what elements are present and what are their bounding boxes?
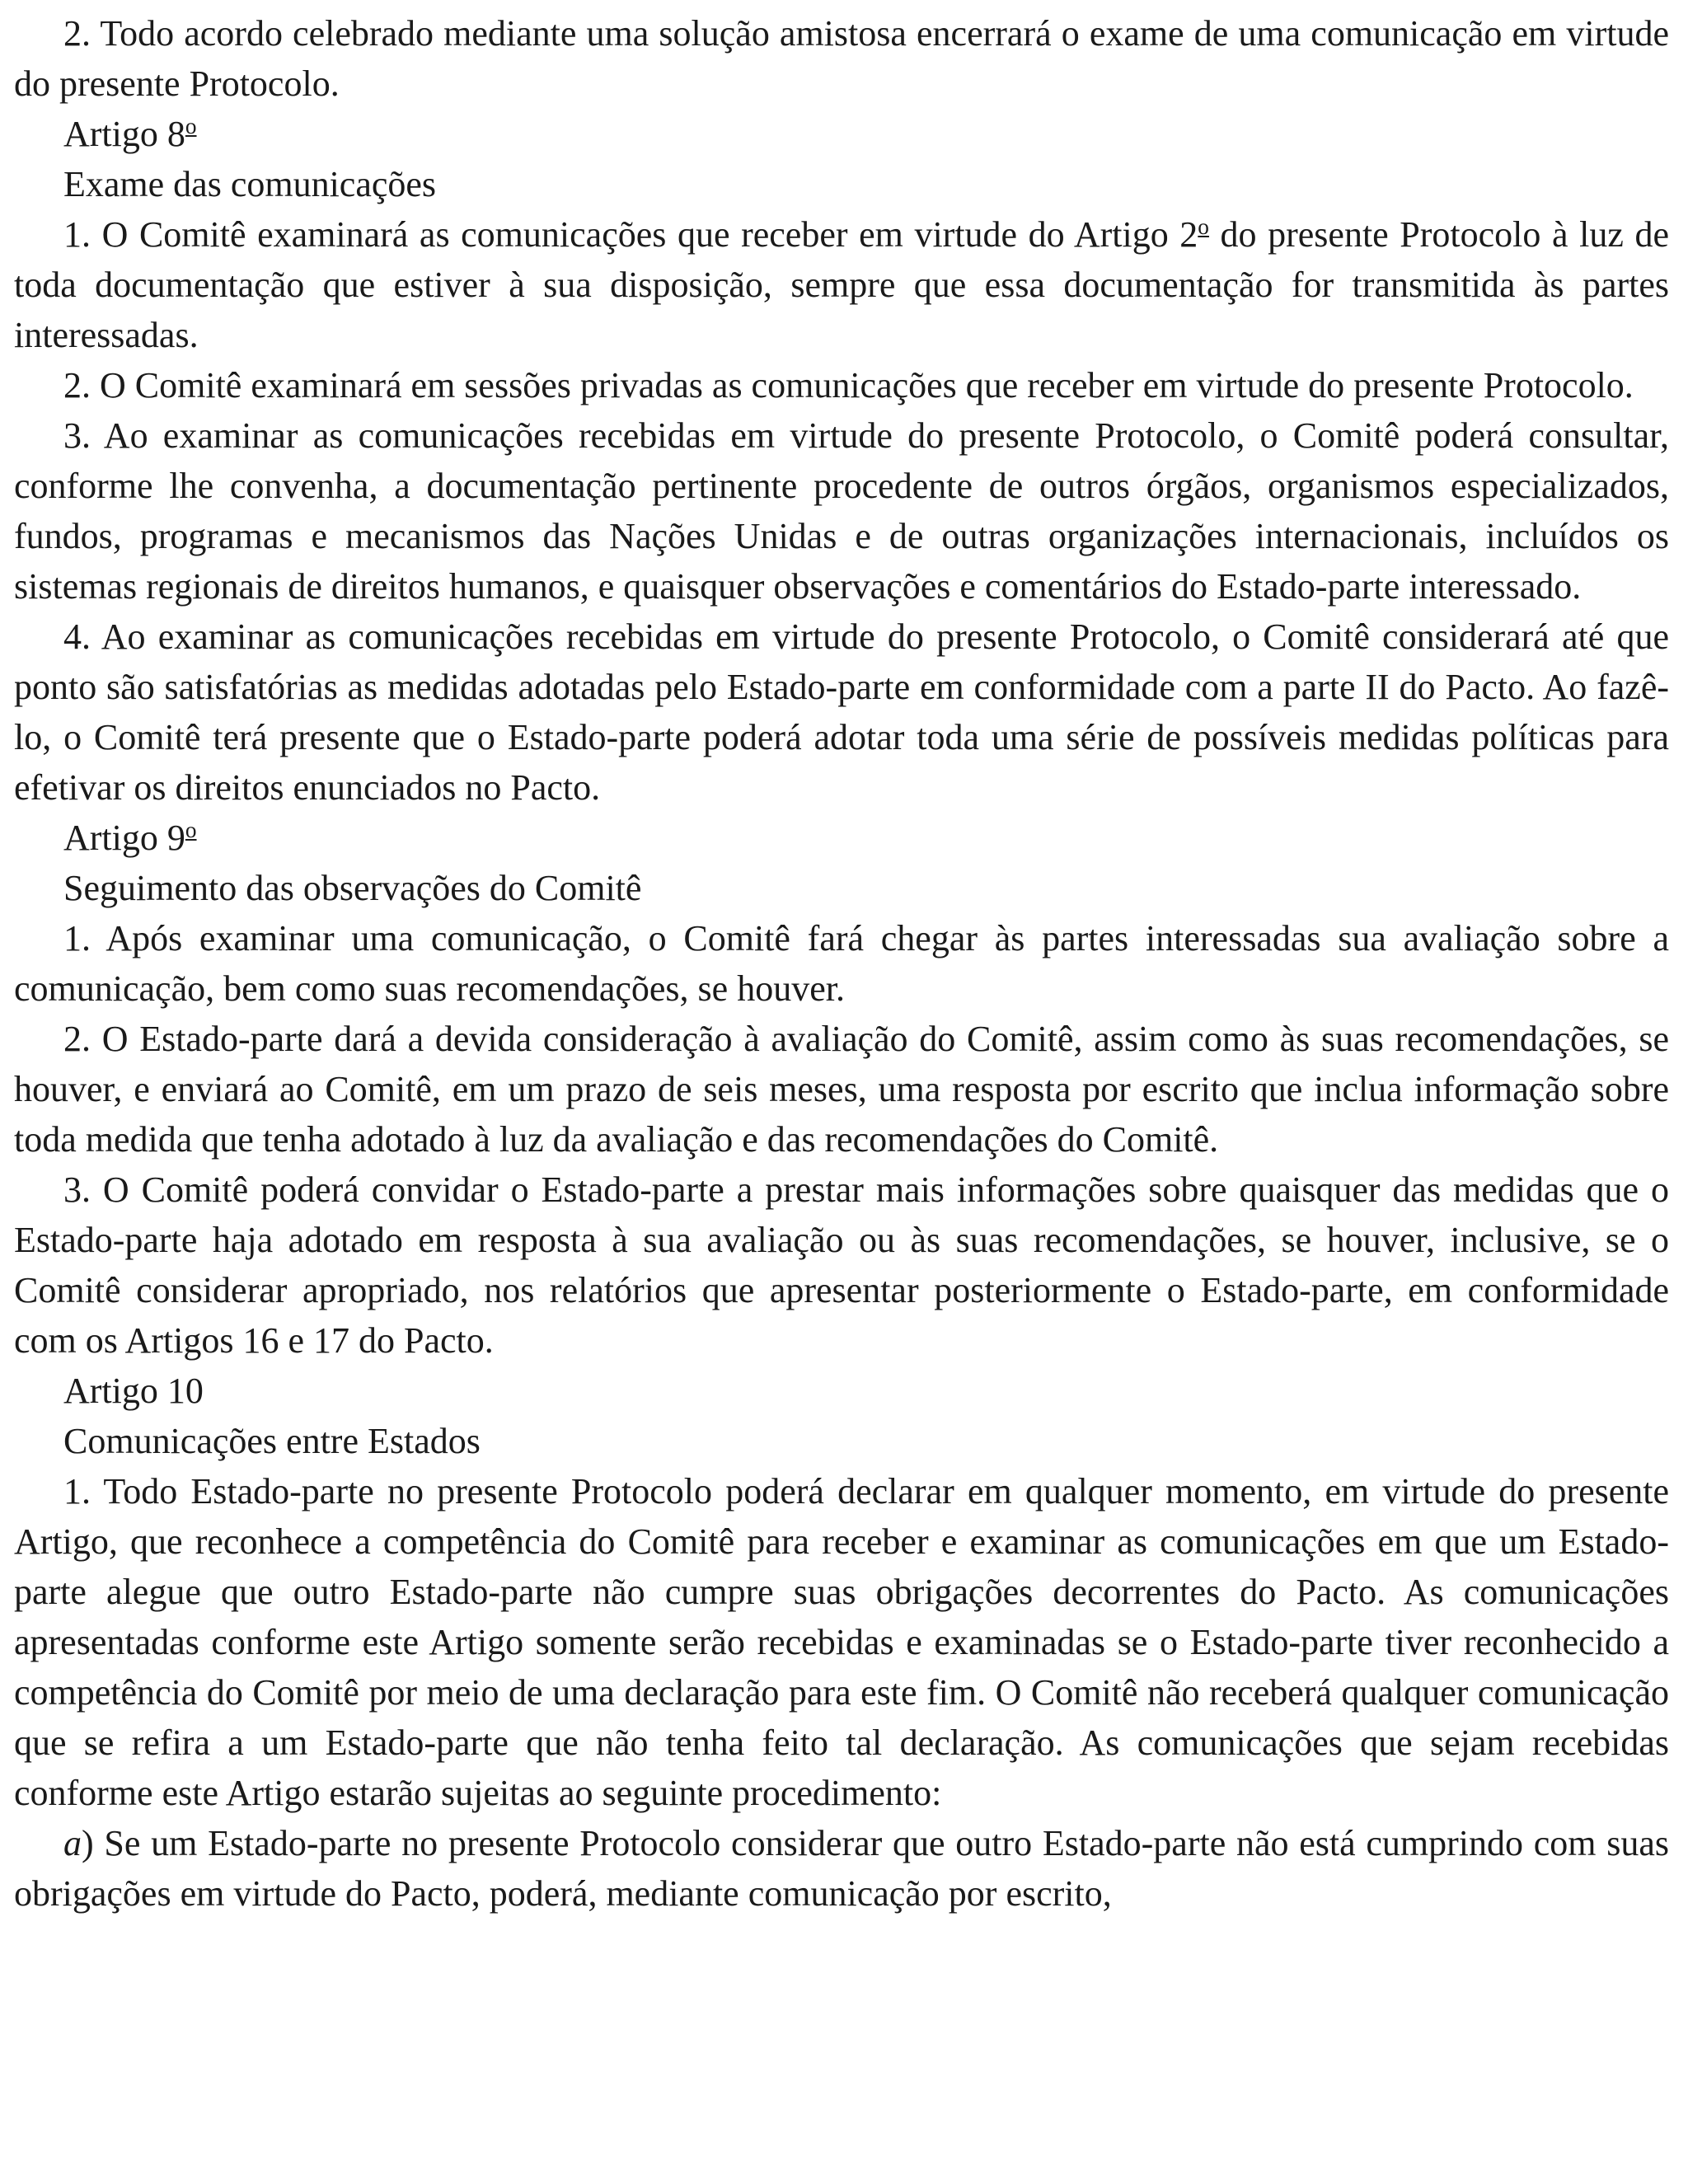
document-page	[14, 8, 1669, 1919]
paragraph-9-3: 3. O Comitê poderá convidar o Estado-parte a prestar mais informações sobre quaisquer das medidas que o Estado-parte haja adotado em resposta à sua avaliação ou às suas recomendações, se houver, inclusive, se o Comitê considerar apropriado, nos relatórios que apresentar posteriormente o Estado-parte, em conformidade com os Artigos 16 e 17 do Pacto.	[14, 1169, 1669, 1361]
paragraph-9-1: 1. Após examinar uma comunicação, o Comitê fará chegar às partes interessadas sua avaliação sobre a comunicação, bem como suas recomendações, se houver.	[14, 918, 1669, 1009]
article-10-title: Artigo 10	[63, 1371, 204, 1411]
ordinal-indicator: o	[185, 114, 197, 138]
item-label-a: a	[63, 1823, 82, 1863]
ordinal-indicator: o	[185, 818, 197, 842]
paragraph-10-1-a	[14, 1818, 1669, 1919]
paragraph-9-2: 2. O Estado-parte dará a devida consideração à avaliação do Comitê, assim como às suas recomendações, se houver, e enviará ao Comitê, em um prazo de seis meses, uma resposta por escrito que inclua informação sobre toda medida que tenha adotado à luz da avaliação e das recomendações do Comitê.	[14, 1019, 1669, 1160]
paragraph-8-1-end: do presente Protocolo à luz de toda documentação que estiver à sua disposição, sempre que essa documentação for transmitida às partes interessadas.	[14, 214, 1669, 355]
article-9-subtitle: Seguimento das observações do Comitê	[63, 868, 642, 908]
item-a-text: ) Se um Estado-parte no presente Protocolo considerar que outro Estado-parte não está cumprindo com suas obrigações em virtude do Pacto, poderá, mediante comunicação por escrito,	[14, 1823, 1669, 1914]
paragraph-8-3: 3. Ao examinar as comunicações recebidas em virtude do presente Protocolo, o Comitê poderá consultar, conforme lhe convenha, a documentação pertinente procedente de outros órgãos, organismos especializados, fundos, programas e mecanismos das Nações Unidas e de outras organizações internacionais, incluídos os sistemas regionais de direitos humanos, e quaisquer observações e comentários do Estado-parte interessado.	[14, 415, 1669, 607]
paragraph-7-2: 2. Todo acordo celebrado mediante uma solução amistosa encerrará o exame de uma comunicação em virtude do presente Protocolo.	[14, 13, 1669, 104]
article-8-subtitle: Exame das comunicações	[63, 164, 437, 204]
article-10-subtitle: Comunicações entre Estados	[63, 1421, 481, 1461]
article-8-title-text: Artigo 8	[63, 114, 185, 154]
paragraph-8-1-start: 1. O Comitê examinará as comunicações que receber em virtude do Artigo 2	[63, 214, 1198, 255]
paragraph-8-4: 4. Ao examinar as comunicações recebidas em virtude do presente Protocolo, o Comitê considerará até que ponto são satisfatórias as medidas adotadas pelo Estado-parte em conformidade com a parte II do Pacto. Ao fazê-lo, o Comitê terá presente que o Estado-parte poderá adotar toda uma série de possíveis medidas políticas para efetivar os direitos enunciados no Pacto.	[14, 616, 1669, 808]
article-9-title	[14, 813, 1669, 863]
article-8-title	[14, 109, 1669, 159]
paragraph-10-1: 1. Todo Estado-parte no presente Protocolo poderá declarar em qualquer momento, em virtude do presente Artigo, que reconhece a competência do Comitê para receber e examinar as comunicações em que um Estado-parte alegue que outro Estado-parte não cumpre suas obrigações decorrentes do Pacto. As comunicações apresentadas conforme este Artigo somente serão recebidas e examinadas se o Estado-parte tiver reconhecido a competência do Comitê por meio de uma declaração para este fim. O Comitê não receberá qualquer comunicação que se refira a um Estado-parte que não tenha feito tal declaração. As comunicações que sejam recebidas conforme este Artigo estarão sujeitas ao seguinte procedimento:	[14, 1471, 1669, 1813]
paragraph-8-2: 2. O Comitê examinará em sessões privadas as comunicações que receber em virtude do presente Protocolo.	[63, 365, 1634, 405]
article-9-title-text: Artigo 9	[63, 818, 185, 858]
ordinal-indicator: o	[1198, 214, 1209, 239]
paragraph-8-1	[14, 209, 1669, 360]
